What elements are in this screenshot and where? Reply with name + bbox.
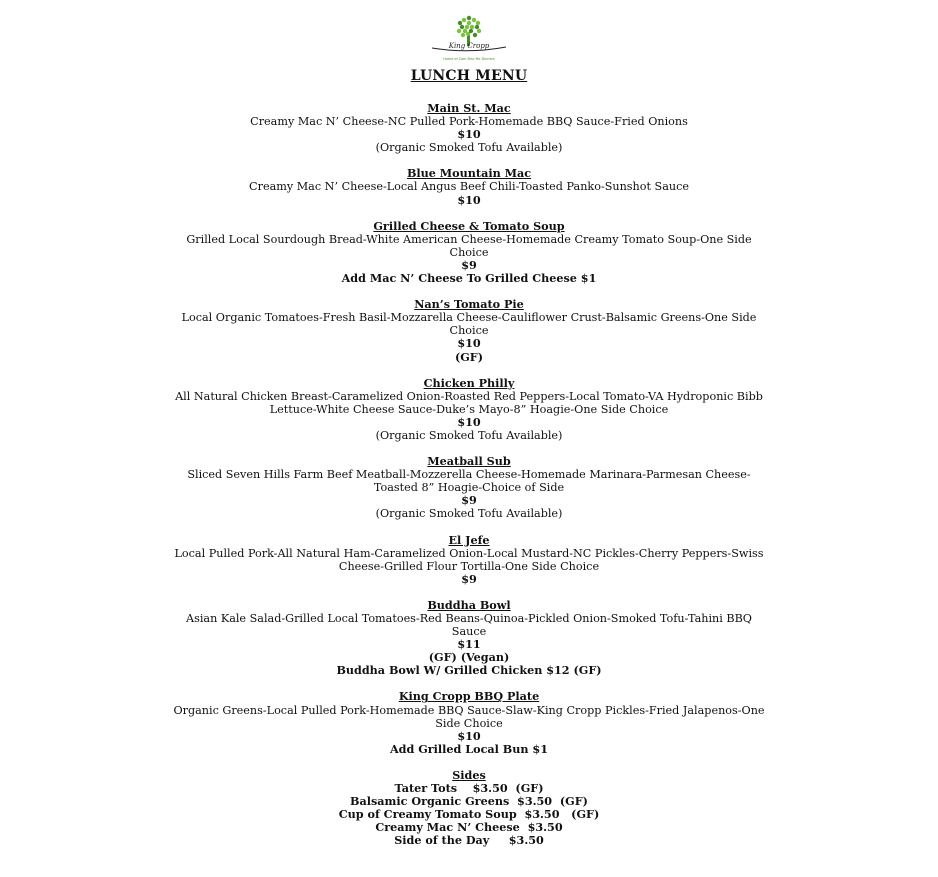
item-name: King Cropp BBQ Plate [398,689,540,704]
leaf-dot [467,21,471,25]
leaf-dot [458,21,462,25]
item-extra-secondary: Buddha Bowl W/ Grilled Chicken $12 (GF) [336,663,602,678]
item-name: Grilled Cheese & Tomato Soup [373,218,565,233]
logo-tagline: Home of Cam Mac Me Dinners [443,57,495,61]
menu-item-main-st-mac [169,102,769,154]
item-note: (Organic Smoked Tofu Available) [375,428,563,442]
leaf-dot [457,29,461,33]
item-name: El Jefe [448,532,490,547]
leaf-dot [477,29,481,33]
leaf-dot [470,25,474,29]
item-price: $11 [457,637,481,652]
side-item: Tater Tots $3.50 (GF) [394,781,544,796]
item-price: $10 [457,414,481,429]
item-note: (Organic Smoked Tofu Available) [375,507,563,521]
item-price: $10 [457,728,481,743]
item-description: Local Organic Tomatoes-Fresh Basil-Mozzarella Cheese-Cauliflower Crust-Balsamic Greens-One Side Choice [181,311,757,338]
item-description: Organic Greens-Local Pulled Pork-Homemade BBQ Sauce-Slaw-King Cropp Pickles-Fried Jalapenos-One Side Choice [173,703,765,730]
item-description: All Natural Chicken Breast-Caramelized Onion-Roasted Red Peppers-Local Tomato-VA Hydroponic Bibb Lettuce-White Cheese Sauce-Duke’s Mayo-8” Hoagie-One Side Choice [175,389,763,416]
menu-item-blue-mountain-mac [169,167,769,206]
sides-section [169,769,769,848]
leaf-dot [465,25,469,29]
leaf-dot [473,33,477,37]
item-extra: Add Mac N’ Cheese To Grilled Cheese $1 [341,271,597,286]
item-description: Sliced Seven Hills Farm Beef Meatball-Mozzerella Cheese-Homemade Marinara-Parmesan Cheese-Toasted 8” Hoagie-Choice of Side [187,468,751,495]
item-price: $9 [461,257,477,272]
menu-item-king-cropp-bbq-plate [169,690,769,755]
menu-item-buddha-bowl [169,599,769,678]
menu-item-meatball-sub [169,455,769,520]
side-item: Side of the Day $3.50 [394,833,544,848]
side-item: Creamy Mac N’ Cheese $3.50 [375,820,563,835]
leaf-dot [476,21,480,25]
item-name: Meatball Sub [427,454,511,469]
item-description: Local Pulled Pork-All Natural Ham-Caramelized Onion-Local Mustard-NC Pickles-Cherry Peppers-Swiss Cheese-Grilled Flour Tortilla-One Side Choice [174,546,764,573]
leaf-dot [467,16,471,20]
sides-heading: Sides [452,767,486,782]
item-name: Buddha Bowl [427,597,511,612]
item-price: $10 [457,336,481,351]
leaf-dot [472,18,476,22]
item-extra: Add Grilled Local Bun $1 [390,741,548,756]
leaf-dot [466,32,470,36]
item-extra: (GF) (Vegan) [428,650,510,665]
menu-item-el-jefe [169,534,769,586]
menu-item-grilled-cheese [169,220,769,285]
item-extra: (GF) [454,349,484,364]
menu-item-chicken-philly [169,377,769,442]
item-name: Nan’s Tomato Pie [414,297,524,312]
item-price: $9 [461,571,477,586]
leaf-dot [461,33,465,37]
menu-list [0,102,938,848]
menu-item-nans-tomato-pie [169,298,769,363]
item-price: $9 [461,493,477,508]
leaf-dot [475,25,479,29]
item-description: Creamy Mac N’ Cheese-Local Angus Beef Chili-Toasted Panko-Sunshot Sauce [249,180,689,194]
king-cropp-logo [424,14,514,64]
leaf-dot [462,18,466,22]
page-title: LUNCH MENU [410,68,528,84]
logo-brand-text: King Cropp [448,42,490,50]
item-description: Creamy Mac N’ Cheese-NC Pulled Pork-Homemade BBQ Sauce-Fried Onions [250,115,688,129]
leaf-dot [460,25,464,29]
item-name: Main St. Mac [427,101,511,115]
item-price: $10 [457,192,481,207]
item-name: Blue Mountain Mac [406,166,532,181]
item-description: Asian Kale Salad-Grilled Local Tomatoes-Red Beans-Quinoa-Pickled Onion-Smoked Tofu-Tahini BBQ Sauce [186,612,752,639]
side-item: Cup of Creamy Tomato Soup $3.50 (GF) [338,807,600,822]
item-price: $10 [457,127,481,142]
item-note: (Organic Smoked Tofu Available) [375,141,563,155]
side-item: Balsamic Organic Greens $3.50 (GF) [350,794,588,809]
item-name: Chicken Philly [423,375,515,390]
item-description: Grilled Local Sourdough Bread-White American Cheese-Homemade Creamy Tomato Soup-One Side Choice [186,232,752,259]
